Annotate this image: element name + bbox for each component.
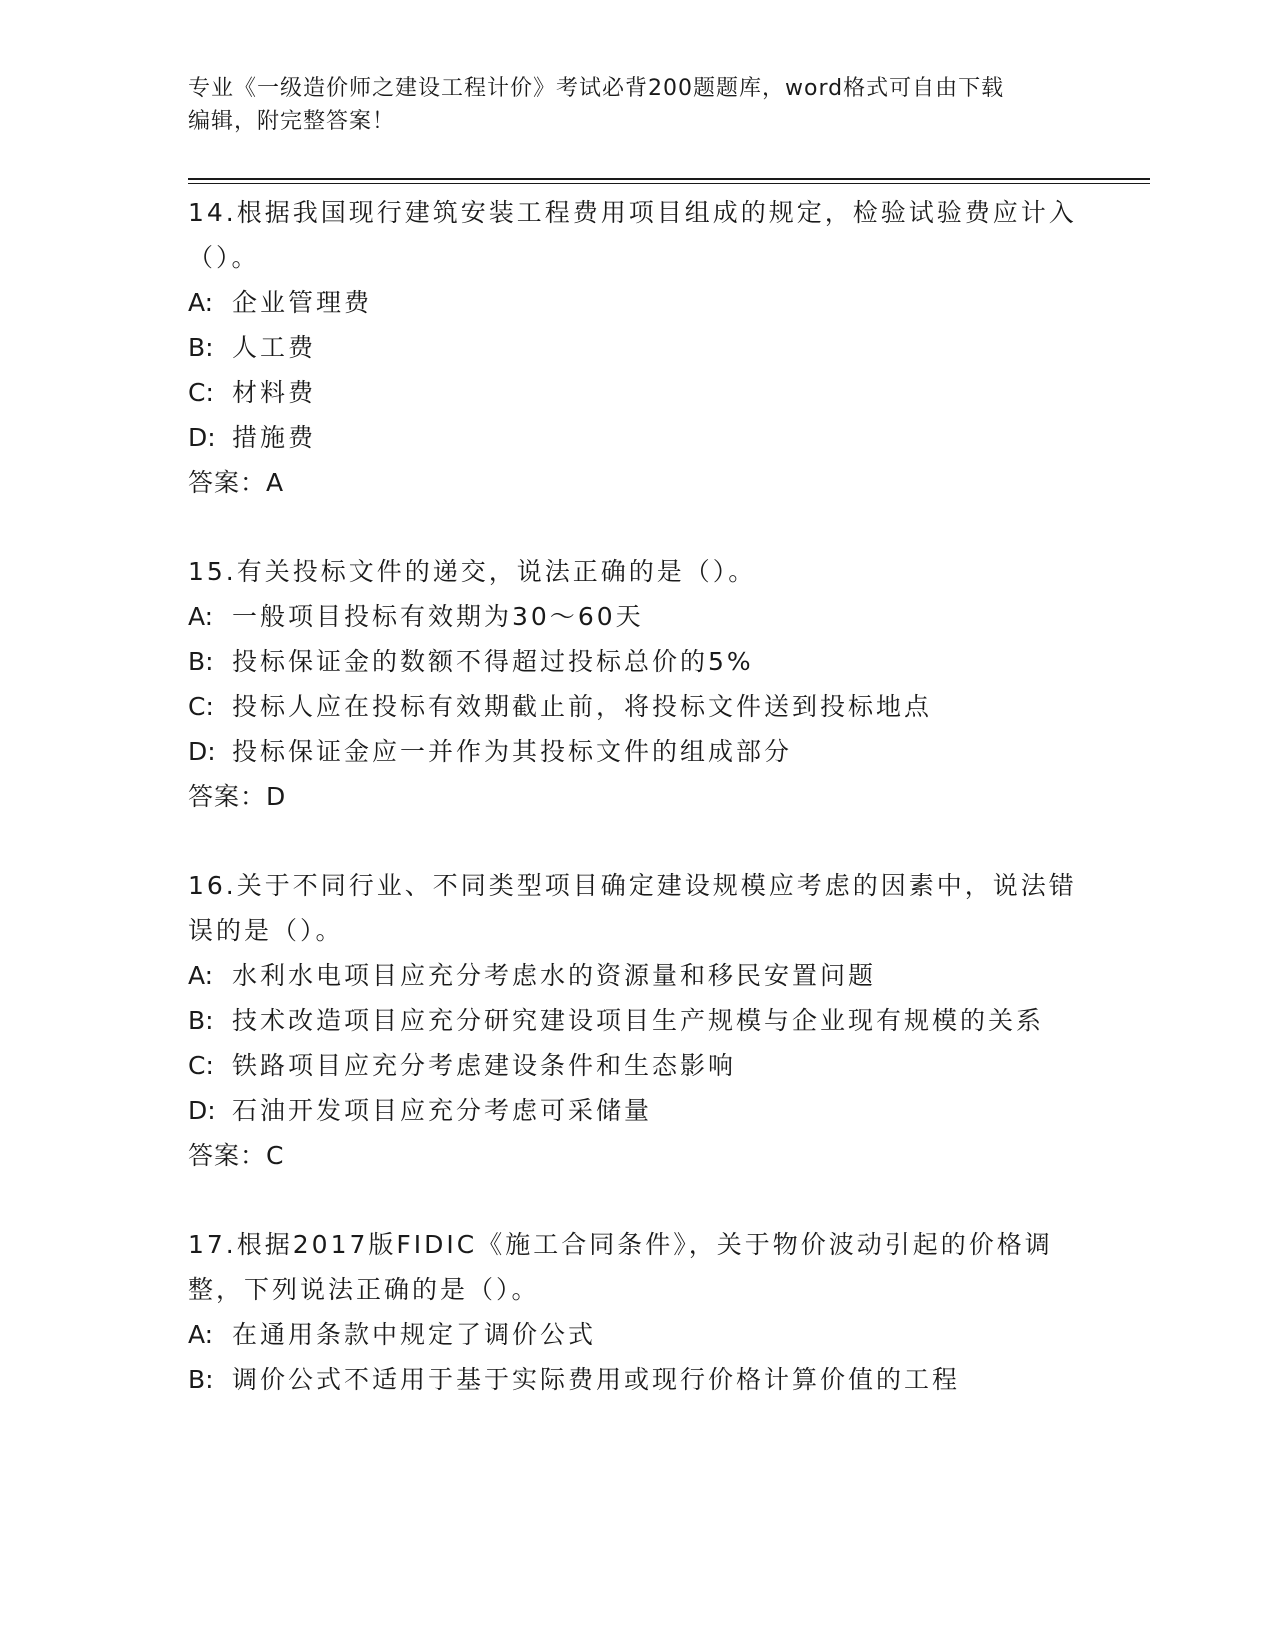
question-list <box>188 190 1088 1446</box>
option-text: 人工费 <box>232 333 317 362</box>
option-letter: A: <box>188 961 214 990</box>
option-c <box>188 1043 1088 1088</box>
question-16 <box>188 863 1088 1178</box>
header-line-2: 编辑，附完整答案！ <box>188 109 396 134</box>
option-text: 材料费 <box>232 378 317 407</box>
option-a <box>188 1312 1088 1357</box>
option-a <box>188 280 1088 325</box>
option-c <box>188 684 1088 729</box>
option-letter: A: <box>188 1320 214 1349</box>
header-line-1: 专业《一级造价师之建设工程计价》考试必背200题题库，word格式可自由下载 <box>188 76 1005 101</box>
option-a <box>188 953 1088 998</box>
option-letter: C: <box>188 1051 214 1080</box>
option-text: 水利水电项目应充分考虑水的资源量和移民安置问题 <box>232 961 877 990</box>
option-b <box>188 1357 1088 1402</box>
option-text: 投标人应在投标有效期截止前，将投标文件送到投标地点 <box>232 692 933 721</box>
option-letter: A: <box>188 602 214 631</box>
header-divider-thin <box>188 183 1150 184</box>
option-text: 在通用条款中规定了调价公式 <box>232 1320 597 1349</box>
option-letter: D: <box>188 423 216 452</box>
option-b <box>188 998 1088 1043</box>
option-text: 企业管理费 <box>232 288 373 317</box>
question-14 <box>188 190 1088 505</box>
option-d <box>188 415 1088 460</box>
option-b <box>188 639 1088 684</box>
option-text: 投标保证金的数额不得超过投标总价的5% <box>232 647 754 676</box>
question-stem: 14.根据我国现行建筑安装工程费用项目组成的规定，检验试验费应计入（）。 <box>188 198 1077 272</box>
option-text: 投标保证金应一并作为其投标文件的组成部分 <box>232 737 793 766</box>
option-c <box>188 370 1088 415</box>
option-text: 一般项目投标有效期为30～60天 <box>232 602 644 631</box>
question-15 <box>188 549 1088 819</box>
option-text: 技术改造项目应充分研究建设项目生产规模与企业现有规模的关系 <box>232 1006 1045 1035</box>
option-text: 调价公式不适用于基于实际费用或现行价格计算价值的工程 <box>232 1365 961 1394</box>
option-letter: B: <box>188 647 214 676</box>
option-letter: A: <box>188 288 214 317</box>
option-letter: D: <box>188 737 216 766</box>
document-header <box>188 72 1068 138</box>
question-stem: 17.根据2017版FIDIC《施工合同条件》，关于物价波动引起的价格调整，下列说法正确的是（）。 <box>188 1230 1053 1304</box>
option-letter: C: <box>188 378 214 407</box>
answer-label: 答案：C <box>188 1141 285 1170</box>
option-a <box>188 594 1088 639</box>
question-17 <box>188 1222 1088 1402</box>
option-letter: B: <box>188 1006 214 1035</box>
question-stem: 16.关于不同行业、不同类型项目确定建设规模应考虑的因素中，说法错误的是（）。 <box>188 871 1077 945</box>
option-letter: B: <box>188 333 214 362</box>
option-b <box>188 325 1088 370</box>
option-text: 石油开发项目应充分考虑可采储量 <box>232 1096 653 1125</box>
option-letter: B: <box>188 1365 214 1394</box>
option-d <box>188 729 1088 774</box>
question-stem: 15.有关投标文件的递交，说法正确的是（）。 <box>188 557 757 586</box>
header-divider-thick <box>188 178 1150 180</box>
option-letter: D: <box>188 1096 216 1125</box>
option-text: 铁路项目应充分考虑建设条件和生态影响 <box>232 1051 737 1080</box>
answer-label: 答案：D <box>188 782 287 811</box>
option-text: 措施费 <box>232 423 317 452</box>
option-d <box>188 1088 1088 1133</box>
option-letter: C: <box>188 692 214 721</box>
answer-label: 答案：A <box>188 468 285 497</box>
